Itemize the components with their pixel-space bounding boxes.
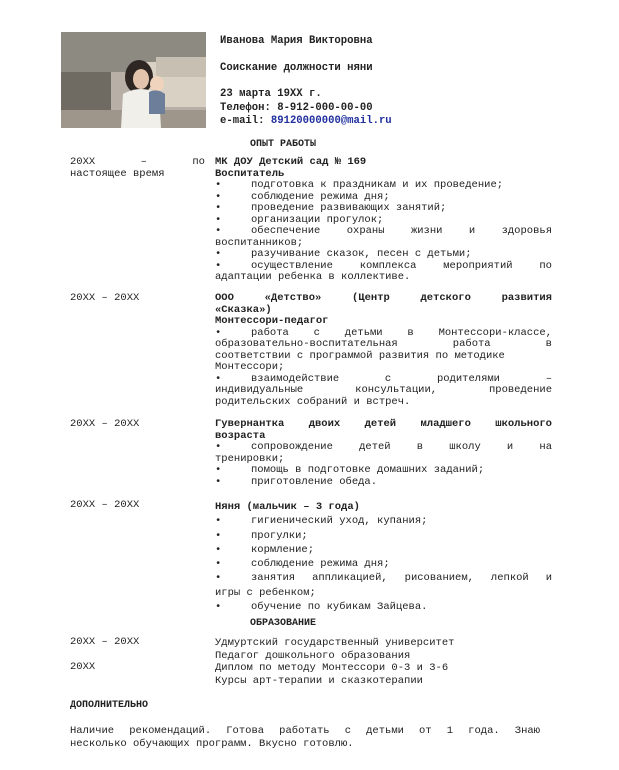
bullet-icon: • [215,558,222,571]
job-3 [215,419,552,488]
desired-position: Соискание должности няни [220,62,373,74]
list-item-cont: соответствии с программой развития по методике [215,349,505,362]
list-item: • помощь в подготовке домашних заданий; [215,464,485,476]
list-item: • сопровождение детей в школу и на [215,441,552,453]
bullet-icon: • [215,179,222,191]
list-item: • гигиенический уход, купания; [215,515,428,528]
bullet-icon: • [215,248,222,260]
list-item: • обучение по кубикам Зайцева. [215,601,428,614]
bullet-icon: • [215,202,222,214]
experience-heading: ОПЫТ РАБОТЫ [250,139,317,150]
bullet-icon: • [215,372,222,385]
job-1-role: Воспитатель [215,167,285,180]
job-3-dates: 20XX – 20XX [70,418,140,430]
list-item-cont: родительских собраний и встреч. [215,395,411,408]
list-item-cont: образовательно-воспитательная работа в [215,338,552,350]
additional-line1: Наличие рекомендаций. Готова работать с детьми от 1 года. Знаю [70,725,540,737]
bullet-icon: • [215,326,222,339]
bullet-icon: • [215,464,222,476]
list-item: • соблюдение режима дня; [215,190,390,203]
job-4-dates: 20XX – 20XX [70,499,140,511]
list-item: • обеспечение охраны жизни и здоровья [215,225,552,237]
job-2-org: ООО «Детство» (Центр детского развития [215,292,552,304]
bullet-icon: • [215,213,222,226]
education-2-line2: Курсы арт-терапии и сказкотерапии [215,674,423,687]
candidate-name: Иванова Мария Викторовна [220,35,373,47]
list-item: • кормление; [215,543,315,556]
list-item-cont: индивидуальные консультации, проведение [215,384,552,396]
list-item: • прогулки; [215,529,308,542]
education-2-line1: Диплом по методу Монтессори 0-3 и 3-6 [215,662,449,674]
list-item: • проведение развивающих занятий; [215,202,447,214]
additional-heading: ДОПОЛНИТЕЛЬНО [70,700,149,711]
list-item-cont: воспитанников; [215,236,304,249]
list-item: • работа с детьми в Монтессори-классе, [215,326,552,339]
date-to: по [192,156,205,168]
job-1-dates [70,157,205,180]
list-item-cont: тренировки; [215,452,285,465]
education-2-date: 20XX [70,661,96,673]
list-item-cont: игры с ребенком; [215,586,316,599]
list-item: • приготовление обеда. [215,475,378,488]
job-1-org: МК ДОУ Детский сад № 169 [215,156,367,168]
phone: Телефон: 8-912-000-00-00 [220,102,373,114]
bullet-icon: • [215,543,222,556]
profile-photo [61,32,206,128]
job-3-role-cont: возраста [215,429,266,442]
additional-line2: несколько обучающих программ. Вкусно готовлю. [70,737,354,750]
bullet-icon: • [215,225,222,237]
list-item: • взаимодействие с родителями – [215,372,552,385]
list-item: • осуществление комплекса мероприятий по [215,259,552,272]
bullet-icon: • [215,190,222,203]
bullet-icon: • [215,259,222,272]
job-4 [215,500,552,614]
education-heading: ОБРАЗОВАНИЕ [250,618,317,629]
job-2-dates: 20XX – 20XX [70,292,140,304]
photo-image [61,32,206,128]
job-1 [215,157,552,284]
job-2-org-cont: «Сказка») [215,303,272,316]
list-item: • организации прогулок; [215,213,384,226]
date-present: настоящее время [70,167,165,180]
email-label: e-mail: [220,115,265,127]
bullet-icon: • [215,572,222,585]
email-link[interactable]: 89120000000@mail.ru [270,115,392,127]
date-of-birth: 23 марта 19XX г. [220,88,322,100]
education-1 [215,637,552,662]
job-3-role: Гувернантка двоих детей младшего школьного [215,418,552,430]
date-dash: – [140,156,147,168]
bullet-icon: • [215,515,222,528]
job-2 [215,293,552,408]
education-1-date: 20XX – 20XX [70,636,140,648]
education-2 [215,662,552,687]
list-item: • разучивание сказок, песен с детьми; [215,248,472,260]
bullet-icon: • [215,601,222,614]
education-1-line2: Педагог дошкольного образования [215,649,411,662]
date-start: 20XX [70,156,96,168]
job-4-role: Няня (мальчик – 3 года) [215,501,360,513]
education-1-line1: Удмуртский государственный университет [215,637,455,649]
bullet-icon: • [215,529,222,542]
bullet-icon: • [215,441,222,453]
list-item: • соблюдение режима дня; [215,558,390,571]
list-item-cont: Монтессори; [215,361,285,373]
list-item-cont: адаптации ребенка в коллективе. [215,271,411,283]
job-2-role: Монтессори-педагог [215,315,329,327]
bullet-icon: • [215,475,222,488]
list-item: • подготовка к праздникам и их проведение; [215,179,504,191]
additional-text [70,725,540,750]
list-item: • занятия аппликацией, рисованием, лепкой и [215,572,552,585]
email-row [220,115,392,127]
